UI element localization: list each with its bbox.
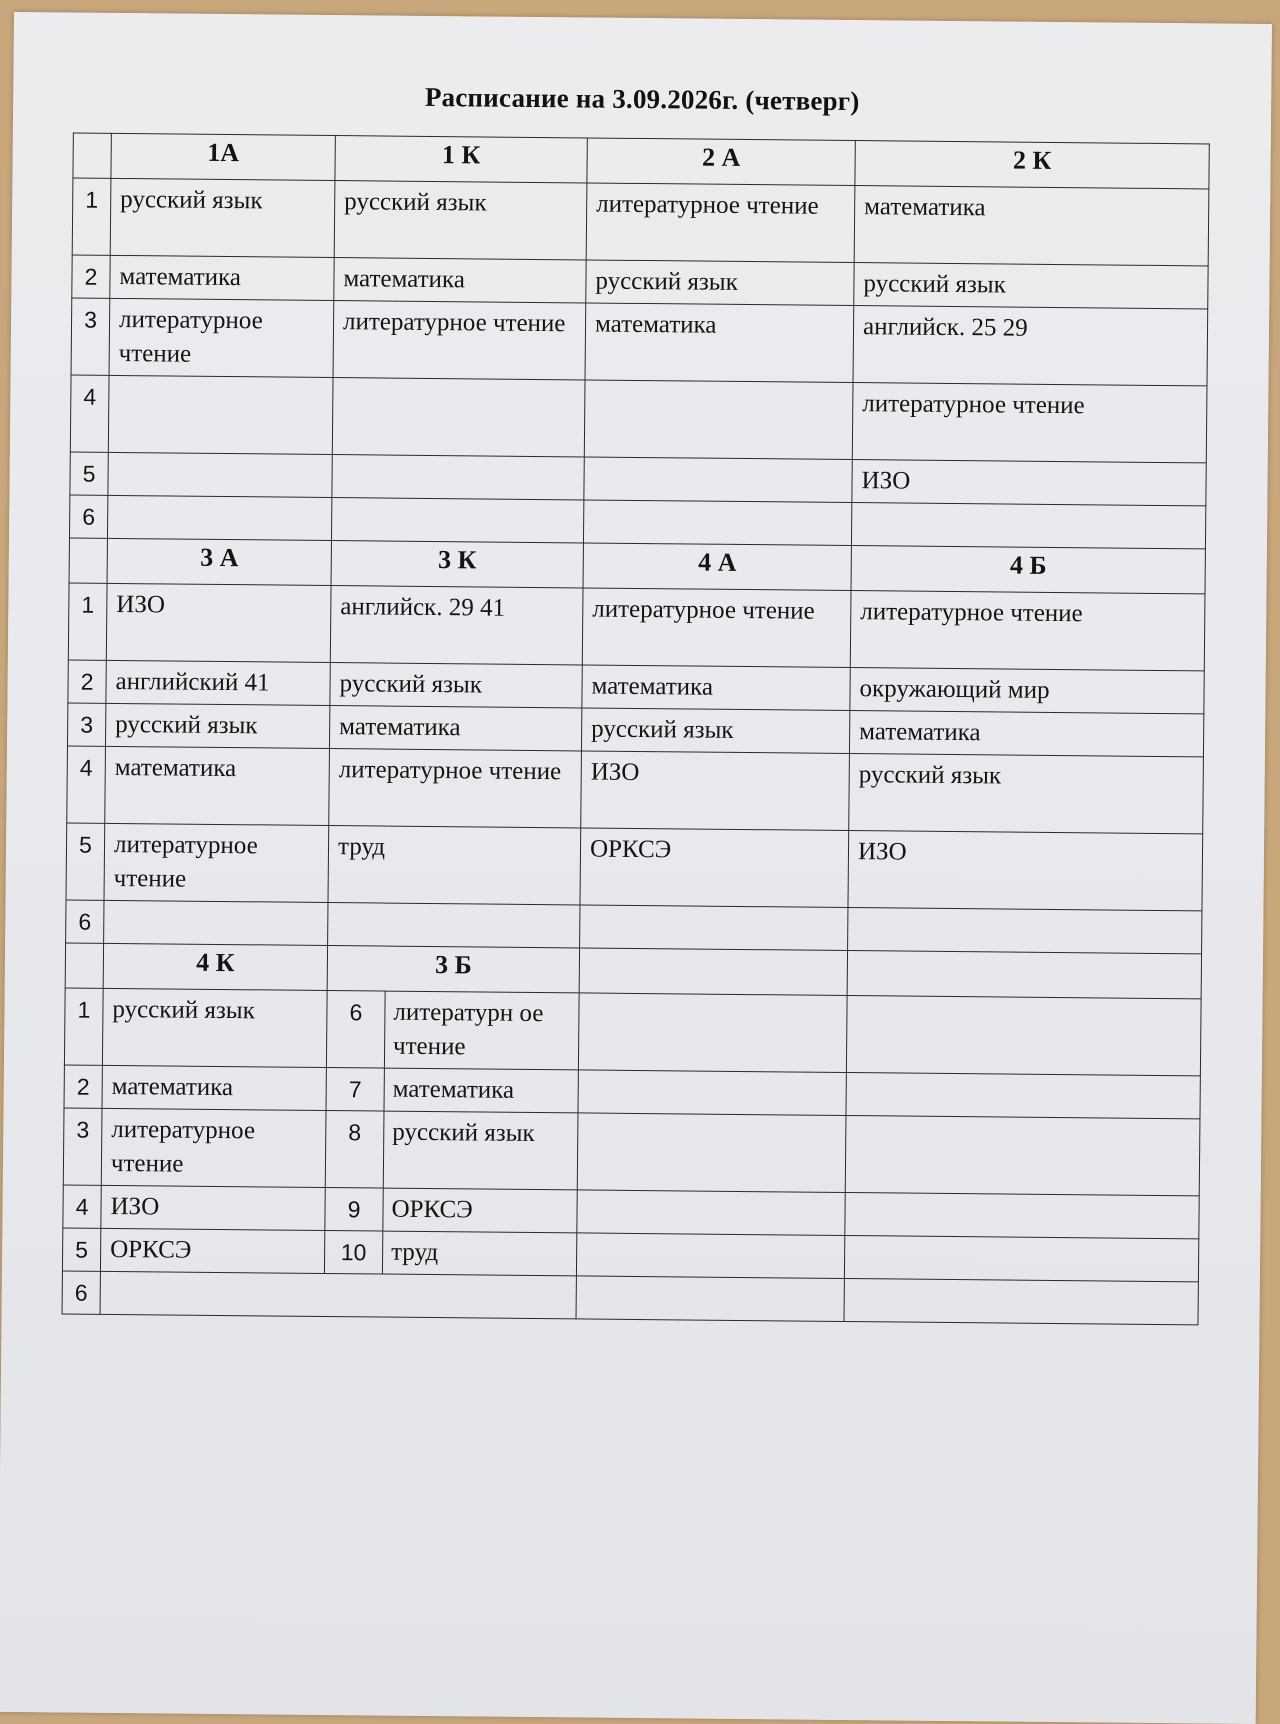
lesson-cell: труд	[382, 1231, 576, 1276]
lesson-number: 1	[72, 178, 111, 255]
lesson-cell: русский язык	[330, 663, 582, 708]
class-header: 1А	[111, 133, 335, 180]
page-title: Расписание на 3.09.2026г. (четверг)	[424, 81, 860, 117]
lesson-number-3b: 9	[325, 1188, 383, 1232]
lesson-cell: математика	[110, 255, 334, 300]
lesson-number: 2	[72, 255, 110, 298]
lesson-cell: русский язык	[334, 181, 587, 260]
lesson-cell: математика	[105, 746, 330, 825]
lesson-cell: русский язык	[854, 263, 1208, 309]
class-header: 4 Б	[851, 546, 1205, 594]
lesson-cell	[108, 375, 333, 454]
paper-sheet	[0, 12, 1272, 1724]
lesson-number: 6	[62, 1271, 100, 1314]
lesson-cell: русский язык	[102, 988, 327, 1067]
lesson-cell	[332, 455, 584, 500]
empty-cell	[577, 1190, 845, 1236]
lesson-number: 3	[63, 1108, 102, 1185]
lesson-cell: английск. 29 41	[330, 586, 583, 665]
lesson-cell: литературн ое чтение	[384, 991, 579, 1070]
lesson-number-3b: 8	[325, 1111, 384, 1189]
schedule-table	[62, 133, 1210, 1326]
empty-cell	[846, 996, 1201, 1076]
lesson-cell: русский язык	[586, 260, 854, 306]
class-header: 3 Б	[327, 946, 579, 993]
lesson-cell: ИЗО	[106, 583, 331, 662]
lesson-cell: русский язык	[383, 1111, 578, 1190]
lesson-cell: математика	[582, 665, 850, 711]
lesson-cell	[104, 900, 328, 945]
lesson-cell	[848, 908, 1202, 954]
lesson-number: 5	[70, 452, 108, 495]
empty-cell	[844, 1278, 1198, 1324]
corner-cell	[73, 133, 111, 178]
empty-cell	[576, 1233, 844, 1279]
lesson-cell: литературное чтение	[101, 1108, 326, 1187]
empty-cell	[847, 951, 1201, 999]
lesson-cell	[331, 498, 583, 543]
lesson-cell: математика	[334, 258, 586, 303]
class-header: 2 А	[587, 138, 855, 186]
lesson-number: 1	[64, 988, 103, 1065]
lesson-cell: литературное чтение	[329, 749, 582, 828]
class-header: 2 К	[855, 141, 1209, 189]
empty-cell	[845, 1115, 1200, 1195]
lesson-cell	[108, 452, 332, 497]
lesson-cell: математика	[585, 303, 854, 383]
lesson-number-3b: 10	[324, 1231, 382, 1275]
empty-cell	[578, 993, 847, 1073]
class-header: 3 А	[107, 538, 331, 585]
class-header: 1 К	[335, 136, 587, 183]
lesson-cell	[100, 1271, 576, 1319]
lesson-number: 6	[66, 900, 104, 943]
lesson-number: 4	[67, 746, 106, 823]
lesson-cell	[107, 495, 331, 540]
lesson-row	[72, 178, 1209, 266]
lesson-cell	[584, 380, 853, 460]
lesson-cell: математика	[102, 1065, 326, 1110]
lesson-cell	[583, 500, 851, 546]
lesson-number: 3	[67, 703, 105, 746]
lesson-row	[64, 988, 1201, 1076]
lesson-row	[66, 823, 1203, 911]
lesson-number: 3	[71, 298, 110, 375]
lesson-cell: русский язык	[849, 754, 1204, 834]
lesson-cell: литературное чтение	[582, 588, 851, 668]
class-header: 4 К	[103, 943, 327, 990]
lesson-number: 4	[70, 375, 109, 452]
lesson-cell: литературное чтение	[586, 183, 855, 263]
lesson-number: 6	[69, 495, 107, 538]
lesson-cell: окружающий мир	[850, 668, 1204, 714]
lesson-number: 1	[68, 583, 107, 660]
lesson-cell: литературное чтение	[850, 591, 1205, 671]
lesson-cell: русский язык	[581, 708, 849, 754]
empty-cell	[577, 1113, 846, 1193]
lesson-cell: ИЗО	[101, 1185, 325, 1230]
lesson-cell: математика	[849, 711, 1203, 757]
lesson-cell	[580, 905, 848, 951]
lesson-cell: ОРКСЭ	[580, 828, 849, 908]
lesson-cell	[584, 457, 852, 503]
lesson-number: 5	[66, 823, 105, 900]
lesson-number: 5	[62, 1228, 100, 1271]
corner-cell	[69, 538, 107, 583]
lesson-cell: ИЗО	[848, 831, 1203, 911]
lesson-cell: ОРКСЭ	[383, 1188, 577, 1233]
lesson-row	[67, 746, 1204, 834]
lesson-cell: литературное чтение	[109, 298, 334, 377]
lesson-number: 2	[68, 660, 106, 703]
class-header: 3 К	[331, 541, 583, 588]
lesson-cell: литературное чтение	[104, 823, 329, 902]
lesson-number: 2	[64, 1065, 102, 1108]
lesson-cell: труд	[328, 826, 581, 905]
lesson-cell	[851, 503, 1205, 549]
lesson-cell: ИЗО	[581, 751, 850, 831]
lesson-cell: ИЗО	[852, 460, 1206, 506]
class-header: 4 А	[583, 543, 851, 591]
empty-cell	[844, 1235, 1198, 1281]
lesson-row	[68, 583, 1205, 671]
lesson-cell	[332, 378, 585, 457]
lesson-row	[63, 1108, 1200, 1196]
lesson-cell: русский язык	[105, 703, 329, 748]
empty-cell	[579, 948, 847, 996]
empty-cell	[846, 1073, 1200, 1119]
corner-cell	[65, 943, 103, 988]
lesson-cell: английск. 25 29	[853, 306, 1208, 386]
lesson-row	[71, 298, 1208, 386]
lesson-cell: математика	[854, 186, 1209, 266]
lesson-number-3b: 6	[326, 991, 385, 1069]
lesson-row	[70, 375, 1207, 463]
lesson-cell: математика	[329, 706, 581, 751]
lesson-number-3b: 7	[326, 1068, 384, 1112]
empty-cell	[845, 1192, 1199, 1238]
lesson-cell: литературное чтение	[852, 383, 1207, 463]
lesson-cell: математика	[384, 1068, 578, 1113]
lesson-cell: литературное чтение	[333, 301, 586, 380]
lesson-cell	[328, 903, 580, 948]
lesson-cell: английский 41	[106, 660, 330, 705]
empty-cell	[578, 1070, 846, 1116]
empty-cell	[576, 1276, 844, 1322]
lesson-cell: русский язык	[110, 178, 335, 257]
lesson-cell: ОРКСЭ	[100, 1228, 324, 1273]
lesson-number: 4	[63, 1185, 101, 1228]
